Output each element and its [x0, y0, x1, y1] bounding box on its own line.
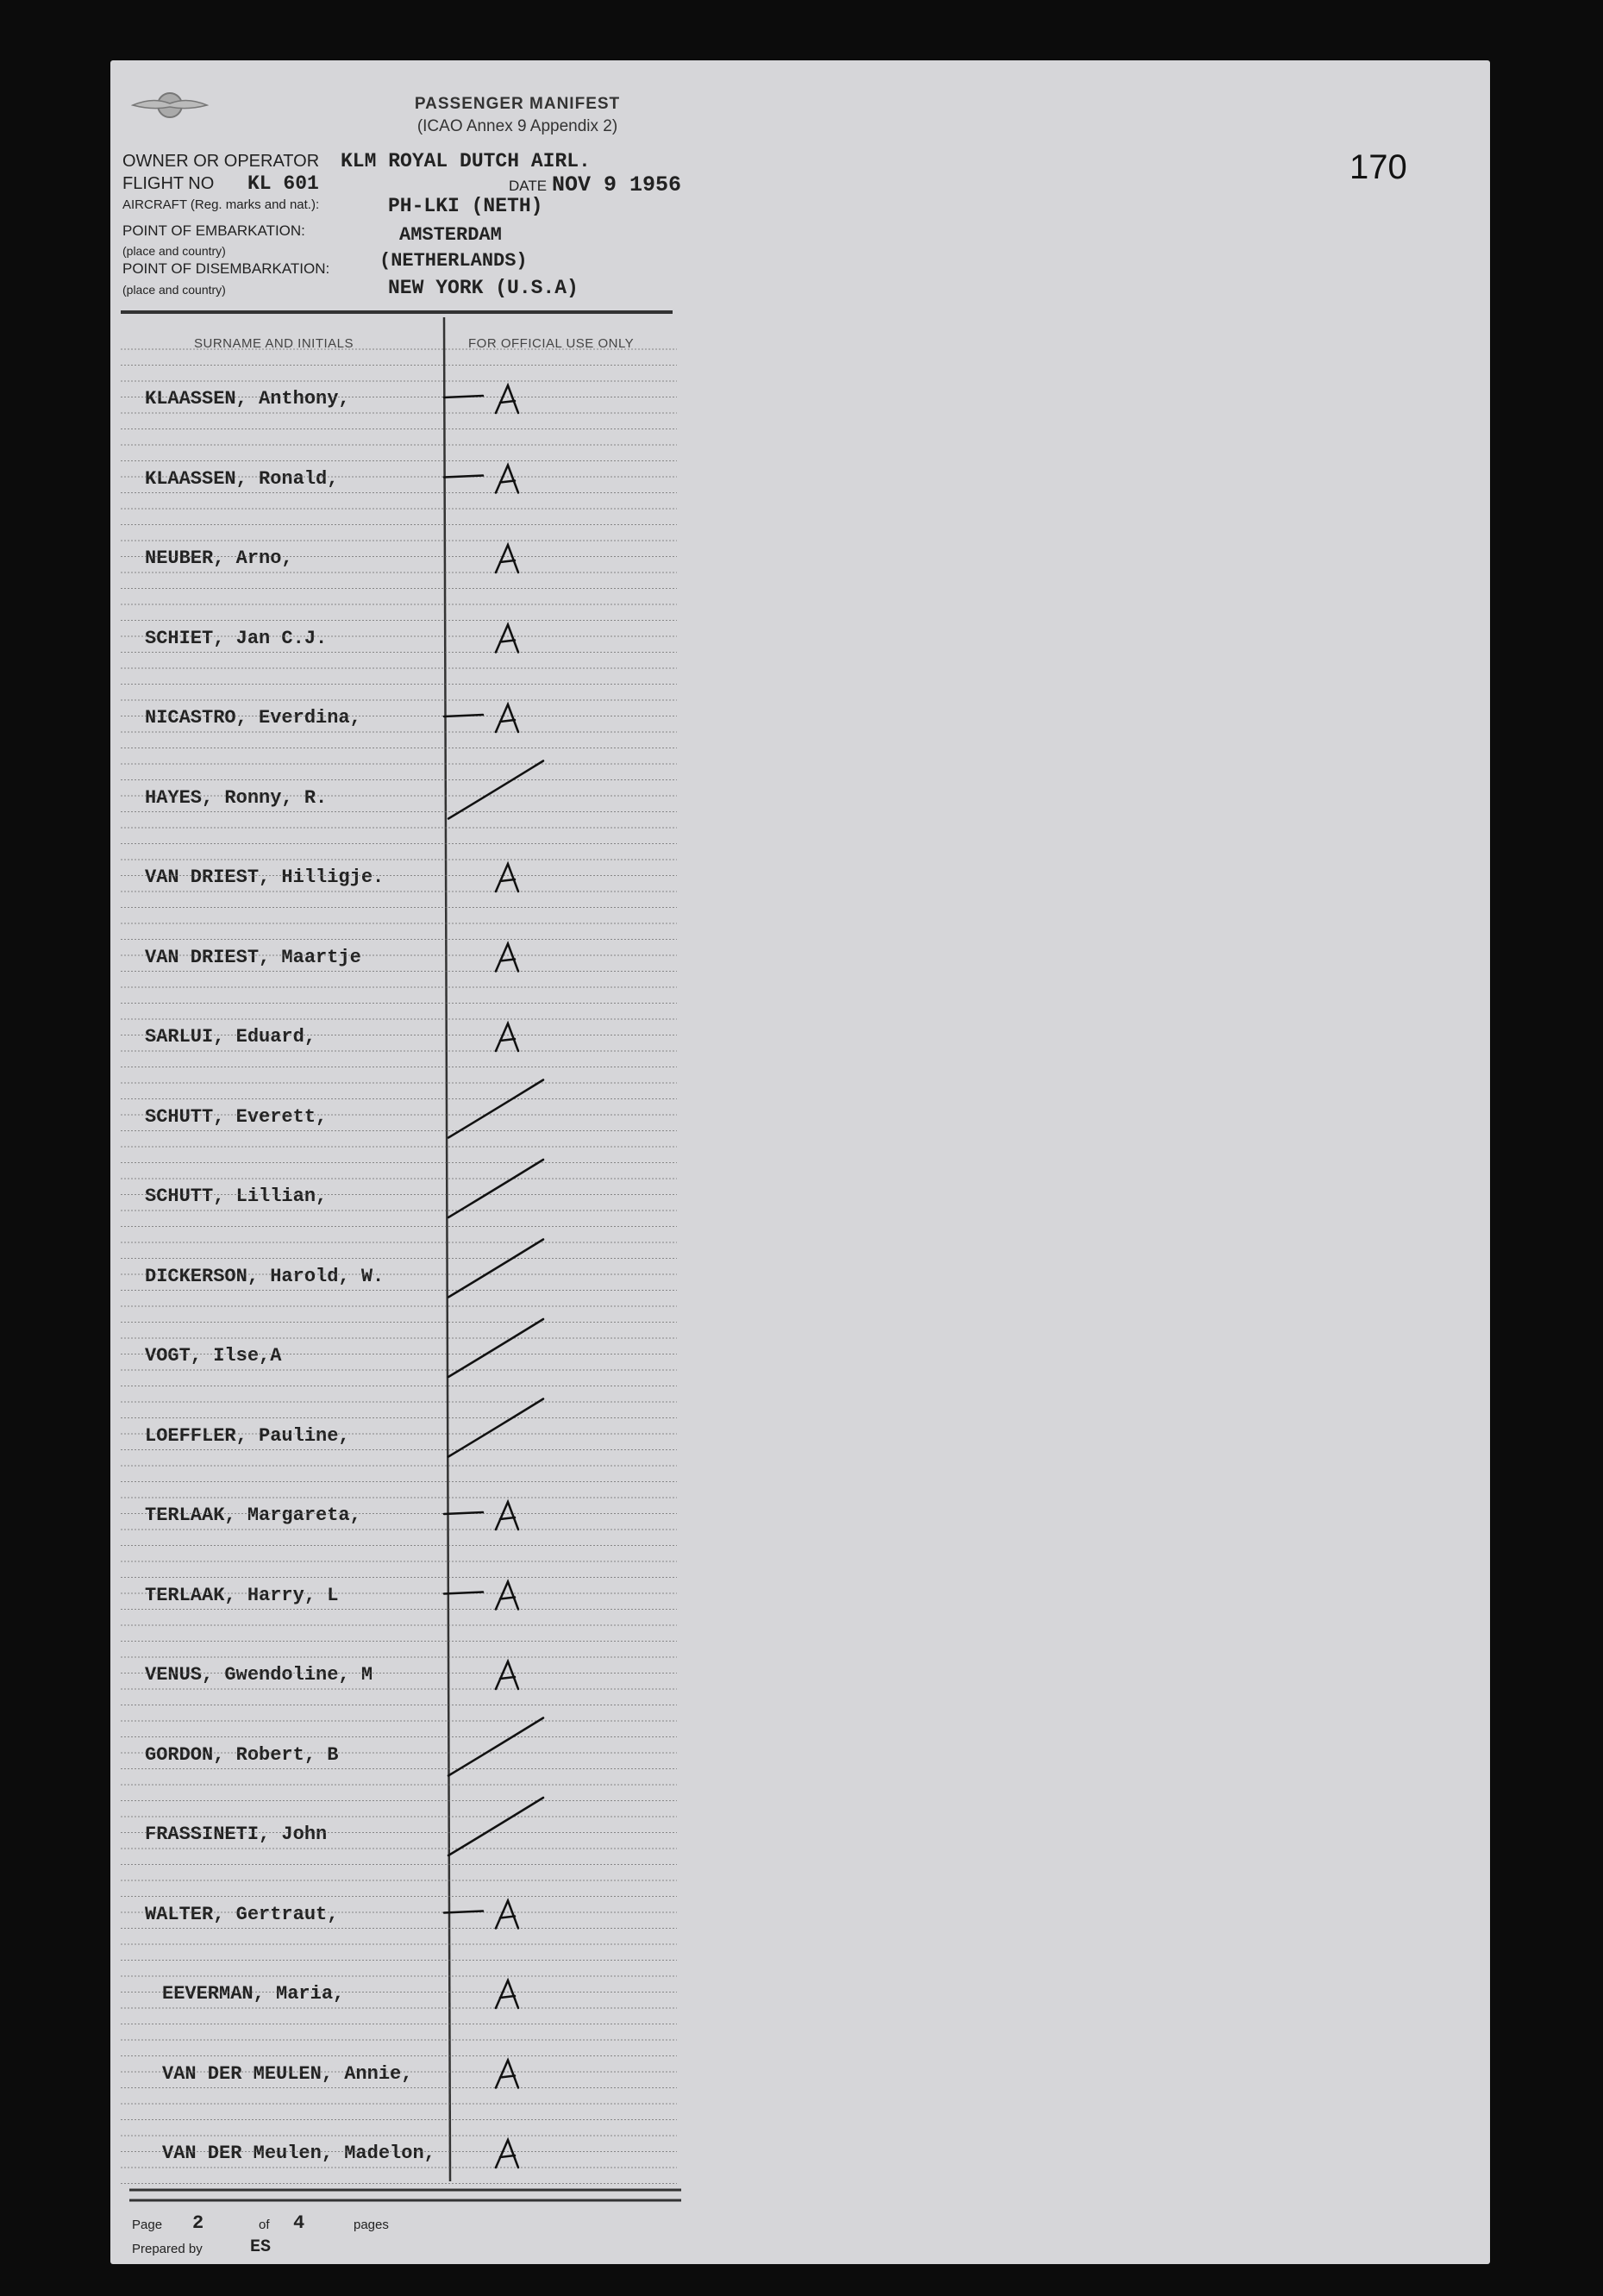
disembark-label: POINT OF DISEMBARKATION: — [122, 260, 330, 277]
passenger-name: VAN DRIEST, Maartje — [145, 946, 361, 968]
official-mark-a — [496, 2140, 518, 2168]
official-mark-a — [496, 2061, 518, 2088]
official-mark-a — [496, 864, 518, 891]
passenger-name: TERLAAK, Margareta, — [145, 1505, 361, 1526]
passenger-name: FRASSINETI, John — [145, 1824, 328, 1845]
official-mark-a — [496, 704, 518, 732]
official-mark-a — [496, 1980, 518, 2008]
page-label: Page — [132, 2218, 163, 2232]
official-mark-check — [448, 1319, 543, 1377]
pages-label: pages — [354, 2218, 389, 2232]
official-mark-a — [496, 625, 518, 653]
owner-label: OWNER OR OPERATOR — [122, 152, 320, 171]
official-mark-check — [448, 1798, 543, 1855]
date-label: DATE — [509, 178, 548, 194]
passenger-name: VOGT, Ilse,A — [145, 1345, 282, 1367]
passenger-name: GORDON, Robert, B — [145, 1743, 339, 1766]
prepared-label: Prepared by — [132, 2242, 203, 2256]
passenger-name: KLAASSEN, Anthony, — [145, 388, 350, 410]
official-mark-check — [448, 761, 543, 819]
page-value: 2 — [192, 2212, 204, 2234]
official-mark-check — [448, 1399, 543, 1457]
passenger-name: HAYES, Ronny, R. — [145, 786, 328, 809]
embark-sub: (place and country) — [122, 244, 226, 258]
disembark-sub: (place and country) — [122, 283, 226, 297]
passenger-name: SCHIET, Jan C.J. — [145, 627, 328, 649]
prepared-value: ES — [250, 2237, 272, 2257]
flight-label: FLIGHT NO — [122, 174, 215, 193]
official-mark-a — [496, 1502, 518, 1530]
passenger-name: NICASTRO, Everdina, — [145, 707, 361, 729]
disembark-value: NEW YORK (U.S.A) — [388, 277, 579, 299]
passenger-name: WALTER, Gertraut, — [145, 1903, 339, 1925]
col-header-name: SURNAME AND INITIALS — [194, 336, 354, 351]
passenger-name: VAN DER Meulen, Madelon, — [162, 2143, 435, 2164]
owner-value: KLM ROYAL DUTCH AIRL. — [341, 150, 591, 172]
passenger-name: DICKERSON, Harold, W. — [145, 1265, 385, 1287]
passenger-name: VAN DER MEULEN, Annie, — [162, 2062, 413, 2085]
passenger-name: VAN DRIEST, Hilligje. — [145, 866, 385, 888]
official-mark-a — [496, 1661, 518, 1689]
official-mark-check — [448, 1240, 543, 1298]
official-mark-check — [448, 1080, 543, 1138]
passenger-name: SCHUTT, Everett, — [145, 1105, 328, 1128]
of-label: of — [259, 2218, 270, 2232]
passenger-name: EEVERMAN, Maria, — [162, 1983, 345, 2005]
passenger-name: NEUBER, Arno, — [145, 547, 293, 569]
official-mark-a — [496, 385, 518, 413]
embark-label: POINT OF EMBARKATION: — [122, 222, 305, 239]
official-mark-a — [496, 944, 518, 972]
official-mark-a — [496, 1023, 518, 1051]
stamped-page-number: 170 — [1349, 148, 1407, 186]
of-value: 4 — [293, 2212, 305, 2234]
passenger-name: SARLUI, Eduard, — [145, 1026, 316, 1048]
official-mark-a — [496, 1901, 518, 1929]
passenger-name: TERLAAK, Harry, L — [145, 1584, 339, 1606]
passenger-name: VENUS, Gwendoline, M — [145, 1664, 373, 1686]
embark-value: AMSTERDAM — [399, 224, 502, 246]
passenger-name: SCHUTT, Lillian, — [145, 1186, 328, 1207]
passenger-name: LOEFFLER, Pauline, — [145, 1424, 350, 1447]
aircraft-label: AIRCRAFT (Reg. marks and nat.): — [122, 197, 320, 212]
official-mark-a — [496, 466, 518, 493]
aircraft-value: PH-LKI (NETH) — [388, 195, 543, 217]
official-mark-a — [496, 1582, 518, 1610]
official-mark-check — [448, 1718, 543, 1776]
flight-value: KL 601 — [247, 172, 319, 195]
manifest-title: PASSENGER MANIFEST — [414, 95, 621, 113]
col-header-official: FOR OFFICIAL USE ONLY — [468, 336, 635, 351]
date-value: NOV 9 1956 — [552, 172, 682, 197]
manifest-subtitle: (ICAO Annex 9 Appendix 2) — [416, 117, 618, 135]
official-mark-a — [496, 545, 518, 572]
official-mark-check — [448, 1160, 543, 1217]
embark-country: (NETHERLANDS) — [379, 250, 528, 272]
passenger-name: KLAASSEN, Ronald, — [145, 467, 339, 490]
column-divider — [444, 317, 450, 2181]
